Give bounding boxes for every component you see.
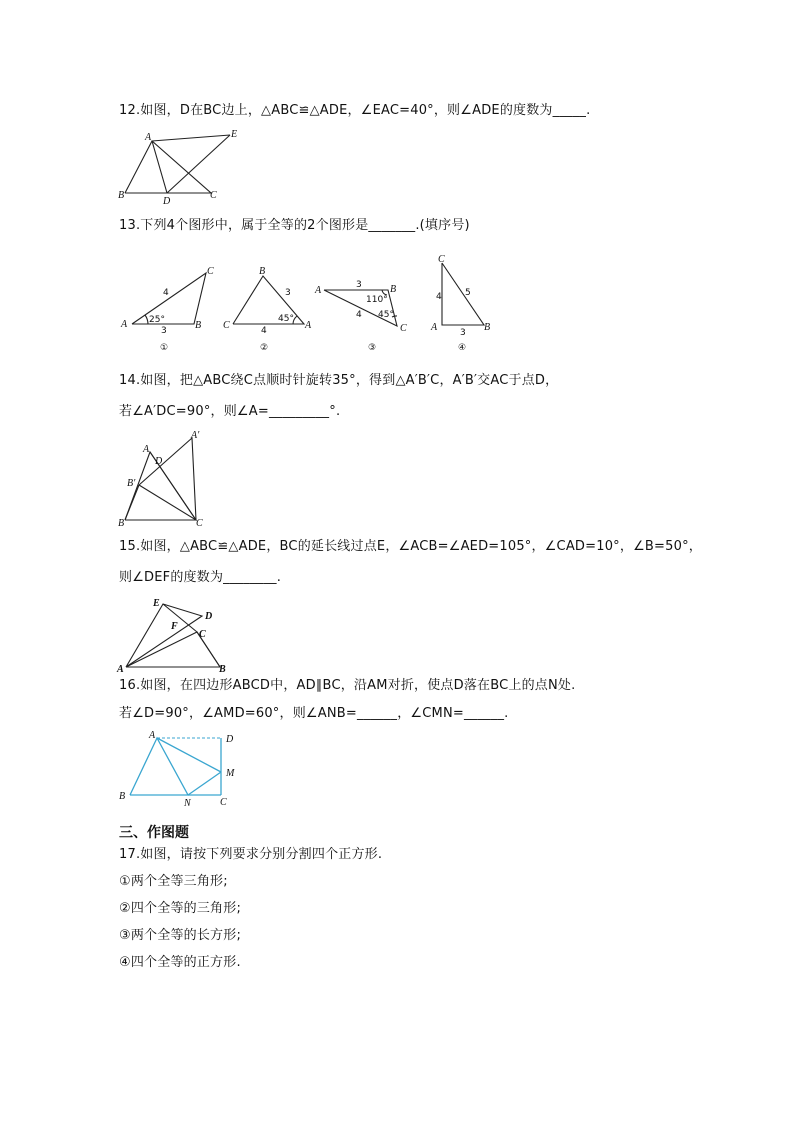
q13-figure-1 — [118, 262, 218, 354]
q13-f1-angle: 25° — [149, 315, 165, 325]
q12-label-e: E — [231, 129, 238, 140]
q13-text: 13.下列4个图形中，属于全等的2个图形是_______.(填序号) — [119, 218, 470, 233]
q13-f4-a: A — [431, 322, 438, 333]
q15-label-d: D — [205, 611, 213, 622]
q13-f2-side4: 4 — [261, 326, 267, 336]
q17-item-3: ③两个全等的长方形; — [119, 928, 242, 943]
q13-figure-2 — [222, 262, 322, 354]
q16-label-d: D — [226, 734, 234, 745]
q16-line2: 若∠D=90°，∠AMD=60°，则∠ANB=______，∠CMN=______. — [119, 706, 509, 721]
q13-f4-side5: 5 — [465, 288, 471, 298]
q14-line2: 若∠A′DC=90°，则∠A=_________°. — [119, 404, 341, 419]
q15-label-a: A — [117, 664, 124, 675]
q13-f1-side4: 4 — [163, 288, 169, 298]
q13-f3-angle110: 110° — [366, 295, 388, 305]
q13-f1-b: B — [195, 320, 202, 331]
q13-f4-side4: 4 — [436, 292, 442, 302]
q16-figure — [115, 728, 245, 810]
section-heading: 三、作图题 — [119, 825, 189, 841]
q15-line2: 则∠DEF的度数为________. — [119, 570, 282, 585]
q13-f4-num: ④ — [458, 343, 467, 353]
q12-label-d: D — [163, 196, 171, 207]
q13-f2-b: B — [259, 266, 266, 277]
q13-f3-a: A — [315, 285, 322, 296]
q17-item-1: ①两个全等三角形; — [119, 874, 228, 889]
q13-figure-3 — [312, 262, 412, 354]
q15-label-f: F — [171, 621, 178, 632]
q13-f3-angle45: 45° — [378, 310, 394, 320]
q13-f2-num: ② — [260, 343, 269, 353]
q16-label-b: B — [119, 791, 126, 802]
q13-f2-c: C — [223, 320, 230, 331]
q13-f1-side3: 3 — [161, 326, 167, 336]
q14-label-b: B — [118, 518, 125, 529]
q13-figure-4 — [428, 254, 498, 354]
q15-label-b: B — [219, 664, 226, 675]
q14-label-a: A — [143, 444, 150, 455]
q16-label-m: M — [226, 768, 235, 779]
q14-figure — [115, 428, 215, 528]
q14-label-bprime: B′ — [127, 478, 136, 489]
q13-f3-b: B — [390, 284, 397, 295]
q13-f4-side3: 3 — [460, 328, 466, 338]
q12-text: 12.如图，D在BC边上，△ABC≌△ADE，∠EAC=40°，则∠ADE的度数为_____. — [119, 103, 591, 118]
q13-f3-side4: 4 — [356, 310, 362, 320]
q15-label-c: C — [199, 629, 206, 640]
q12-label-b: B — [118, 190, 125, 201]
q14-line1: 14.如图，把△ABC绕C点顺时针旋转35°，得到△A′B′C，A′B′交AC于点D， — [119, 373, 559, 388]
q16-line1: 16.如图，在四边形ABCD中，AD∥BC，沿AM对折，使点D落在BC上的点N处. — [119, 678, 576, 693]
q13-f2-side3: 3 — [285, 288, 291, 298]
q13-f4-b: B — [484, 322, 491, 333]
q13-f2-a: A — [305, 320, 312, 331]
q17-item-4: ④四个全等的正方形. — [119, 955, 241, 970]
q16-label-c: C — [220, 797, 227, 808]
q14-label-c: C — [196, 518, 203, 529]
q13-f1-num: ① — [160, 343, 169, 353]
q12-figure — [115, 126, 255, 206]
q13-f3-side3: 3 — [356, 280, 362, 290]
q17-text: 17.如图，请按下列要求分别分割四个正方形. — [119, 847, 383, 862]
q15-label-e: E — [153, 598, 160, 609]
q12-label-a: A — [145, 132, 152, 143]
q13-f3-c: C — [400, 323, 407, 334]
q14-label-aprime: A′ — [191, 430, 200, 441]
q13-f4-c: C — [438, 254, 445, 265]
q15-figure — [115, 594, 240, 676]
q16-label-n: N — [184, 798, 191, 809]
q13-f1-c: C — [207, 266, 214, 277]
q15-line1: 15.如图，△ABC≌△ADE，BC的延长线过点E，∠ACB=∠AED=105°，∠CAD=10°，∠B=50°， — [119, 539, 702, 554]
q13-f1-a: A — [121, 319, 128, 330]
q17-item-2: ②四个全等的三角形; — [119, 901, 242, 916]
q16-label-a: A — [149, 730, 156, 741]
q13-f2-angle: 45° — [278, 314, 294, 324]
q14-label-d: D — [155, 456, 163, 467]
q13-f3-num: ③ — [368, 343, 377, 353]
q12-label-c: C — [210, 190, 217, 201]
